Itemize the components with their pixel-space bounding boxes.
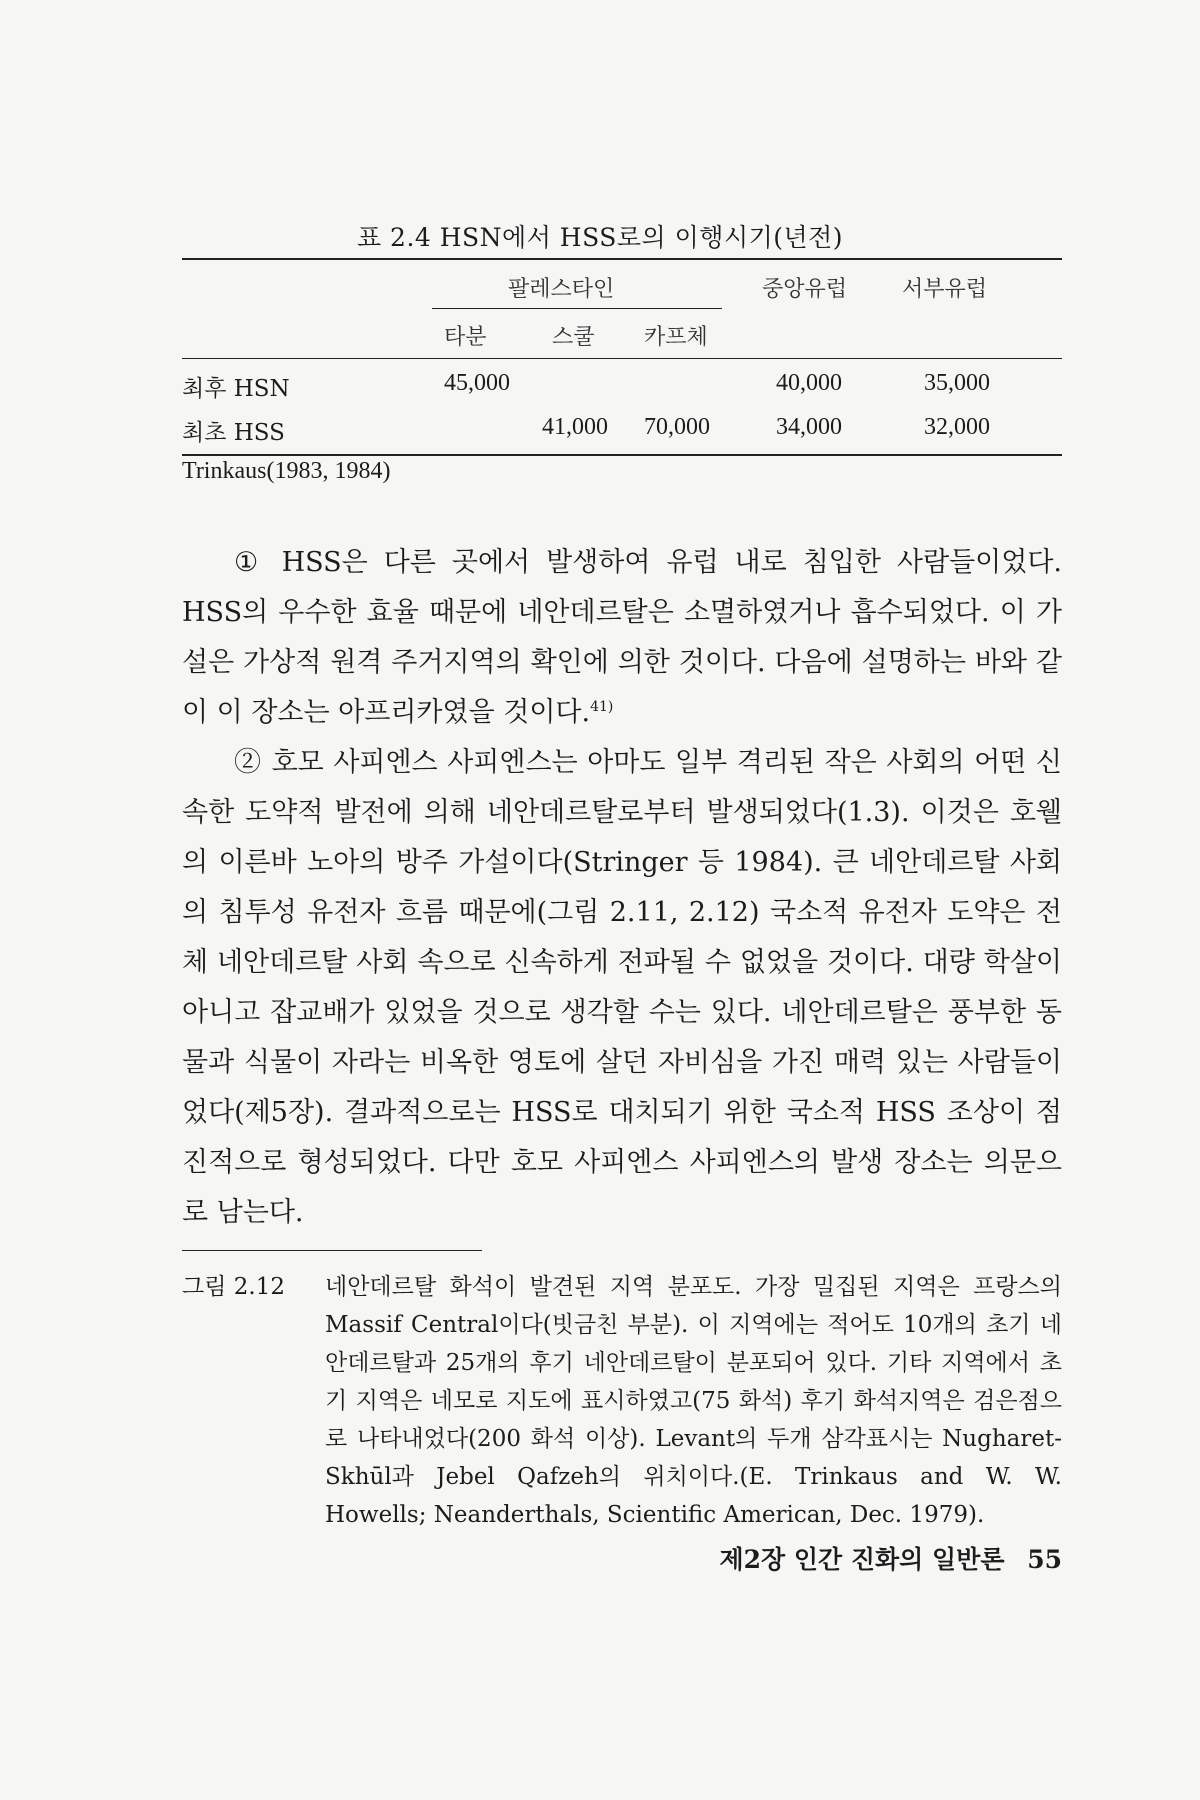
cell-first-hss-central: 34,000 (776, 414, 842, 440)
table-bottom-rule (182, 454, 1062, 456)
header-western-europe: 서부유럽 (902, 277, 988, 302)
table-top-rule (182, 258, 1062, 260)
cell-last-hsn-central: 40,000 (776, 370, 842, 396)
row-label-first-hss: 최초 HSS (182, 420, 285, 446)
figure-separator (182, 1250, 482, 1251)
subheader-qafzeh: 카프체 (644, 325, 708, 350)
paragraph-1-text: ① HSS은 다른 곳에서 발생하여 유럽 내로 침입한 사람들이었다. HSS의 우수한 효율 때문에 네안데르탈은 소멸하였거나 흡수되었다. 이 가설은 가상적 원격 주거지역의 확인에 의한 것이다. 다음에 설명하는 바와 같이 이 장소는 아프리카였을 것이다. (182, 547, 1062, 728)
cell-first-hss-skhul: 41,000 (542, 414, 608, 440)
header-palestine: 팔레스타인 (508, 277, 615, 302)
subheader-tabun: 타분 (444, 325, 487, 350)
cell-first-hss-western: 32,000 (924, 414, 990, 440)
paragraph-1 (182, 538, 1062, 738)
paragraph-2: ② 호모 사피엔스 사피엔스는 아마도 일부 격리된 작은 사회의 어떤 신속한 도약적 발전에 의해 네안데르탈로부터 발생되었다(1.3). 이것은 호웰의 이른바 노아의 방주 가설이다(Stringer 등 1984). 큰 네안데르탈 사회의 침투성 유전자 흐름 때문에(그림 2.11, 2.12) 국소적 유전자 도약은 전체 네안데르탈 사회 속으로 신속하게 전파될 수 없었을 것이다. 대량 학살이 아니고 잡교배가 있었을 것으로 생각할 수는 있다. 네안데르탈은 풍부한 동물과 식물이 자라는 비옥한 영토에 살던 자비심을 가진 매력 있는 사람들이었다(제5장). 결과적으로는 HSS로 대치되기 위한 국소적 HSS 조상이 점진적으로 형성되었다. 다만 호모 사피엔스 사피엔스의 발생 장소는 의문으로 남는다. (182, 747, 1062, 1228)
table-source: Trinkaus(1983, 1984) (182, 458, 391, 484)
cell-last-hsn-western: 35,000 (924, 370, 990, 396)
body-text (182, 538, 1062, 1238)
subheader-skhul: 스쿨 (552, 325, 595, 350)
table-caption: 표 2.4 HSN에서 HSS로의 이행시기(년전) (356, 223, 844, 252)
figure-label: 그림 2.12 (182, 1274, 285, 1300)
header-rule (182, 358, 1062, 359)
row-label-last-hsn: 최후 HSN (182, 376, 290, 402)
figure-text: 네안데르탈 화석이 발견된 지역 분포도. 가장 밀집된 지역은 프랑스의 Massif Central이다(빗금친 부분). 이 지역에는 적어도 10개의 초기 네안데르탈과 25개의 후기 네안데르탈이 분포되어 있다. 기타 지역에서 초기 지역은 네모로 지도에 표시하였고(75 화석) 후기 화석지역은 검은점으로 나타내었다(200 화석 이상). Levant의 두개 삼각표시는 Nugharet-Skhūl과 Jebel Qafzeh의 위치이다.(E. Trinkaus and W. W. Howells; Neanderthals, Scientific American, Dec. 1979). (325, 1274, 1062, 1528)
palestine-group-rule (432, 308, 722, 309)
running-head: 제2장 인간 진화의 일반론 (719, 1545, 1005, 1574)
page-number: 55 (1027, 1545, 1062, 1574)
cell-last-hsn-tabun: 45,000 (444, 370, 510, 396)
footnote-ref-41: 41) (590, 699, 614, 715)
header-central-europe: 중앙유럽 (762, 277, 848, 302)
page-footer (719, 1540, 1062, 1576)
cell-first-hss-qafzeh: 70,000 (644, 414, 710, 440)
